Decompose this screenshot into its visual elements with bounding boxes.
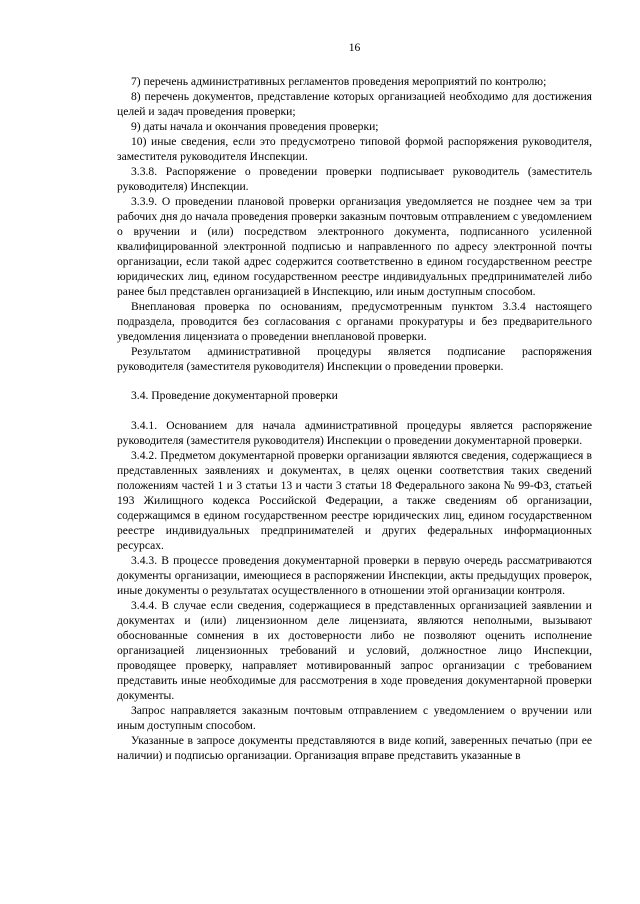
section-heading: 3.4. Проведение документарной проверки [131,389,338,402]
requested-documents-paragraph: Указанные в запросе документы представляются в виде копий, заверенных печатью (при ее наличии) и подписью организации. Организация вправе представить указанные в [117,734,592,762]
clause-3-4-4: 3.4.4. В случае если сведения, содержащиеся в представленных организацией заявлении и документах и (или) лицензионном деле лицензиата, являются неполными, вызывают обоснованные сомнения в их достоверности либо не позволяют оценить исполнение организацией лицензионных требований и условий, должностное лицо Инспекции, проводящее проверку, направляет мотивированный запрос организации с требованием представить иные необходимые для рассмотрения в ходе проведения документарной проверки документы. [117,599,592,702]
list-item-10: 10) иные сведения, если это предусмотрено типовой формой распоряжения руководителя, заместителя руководителя Инспекции. [117,135,592,163]
unscheduled-inspection-paragraph: Внеплановая проверка по основаниям, предусмотренным пунктом 3.3.4 настоящего подраздела, проводится без согласования с органами прокуратуры и без предварительного уведомления лицензиата о проведении внеплановой проверки. [117,300,592,343]
request-delivery-paragraph: Запрос направляется заказным почтовым отправлением с уведомлением о вручении или иным доступным способом. [117,704,592,732]
list-item-8: 8) перечень документов, представление которых организацией необходимо для достижения целей и задач проведения проверки; [117,90,592,118]
clause-3-4-1: 3.4.1. Основанием для начала административной процедуры является распоряжение руководителя (заместителя руководителя) Инспекции о проведении документарной проверки. [117,419,592,447]
page-number: 16 [348,41,361,54]
clause-3-3-8: 3.3.8. Распоряжение о проведении проверки подписывает руководитель (заместитель руководителя) Инспекции. [117,165,592,193]
procedure-result-paragraph: Результатом административной процедуры является подписание распоряжения руководителя (заместителя руководителя) Инспекции о проведении проверки. [117,345,592,373]
clause-3-4-2: 3.4.2. Предметом документарной проверки организации являются сведения, содержащиеся в представленных заявлениях и документах, в целях оценки соответствия таких сведений положениям частей 1 и 3 статьи 13 и части 3 статьи 18 Федерального закона № 99-ФЗ, статьей 193 Жилищного кодекса Российской Федерации, а также сведениям об организации, содержащимся в едином государственном реестре юридических лиц, едином государственном реестре индивидуальных предпринимателей и других федеральных информационных ресурсах. [117,449,592,552]
list-item-9: 9) даты начала и окончания проведения проверки; [131,120,379,133]
clause-3-3-9: 3.3.9. О проведении плановой проверки организация уведомляется не позднее чем за три рабочих дня до начала проведения проверки заказным почтовым отправлением с уведомлением о вручении и (или) посредством электронного документа, подписанного усиленной квалифицированной электронной подписью и направленного по адресу электронной почты организации, если такой адрес содержится соответственно в едином государственном реестре юридических лиц, едином государственном реестре индивидуальных предпринимателей либо ранее был представлен организацией в Инспекцию, или иным доступным способом. [117,195,592,298]
clause-3-4-3: 3.4.3. В процессе проведения документарной проверки в первую очередь рассматриваются документы организации, имеющиеся в распоряжении Инспекции, акты предыдущих проверок, иные документы о результатах осуществленного в отношении этой организации контроля. [117,554,592,597]
list-item-7: 7) перечень административных регламентов проведения мероприятий по контролю; [131,75,547,88]
